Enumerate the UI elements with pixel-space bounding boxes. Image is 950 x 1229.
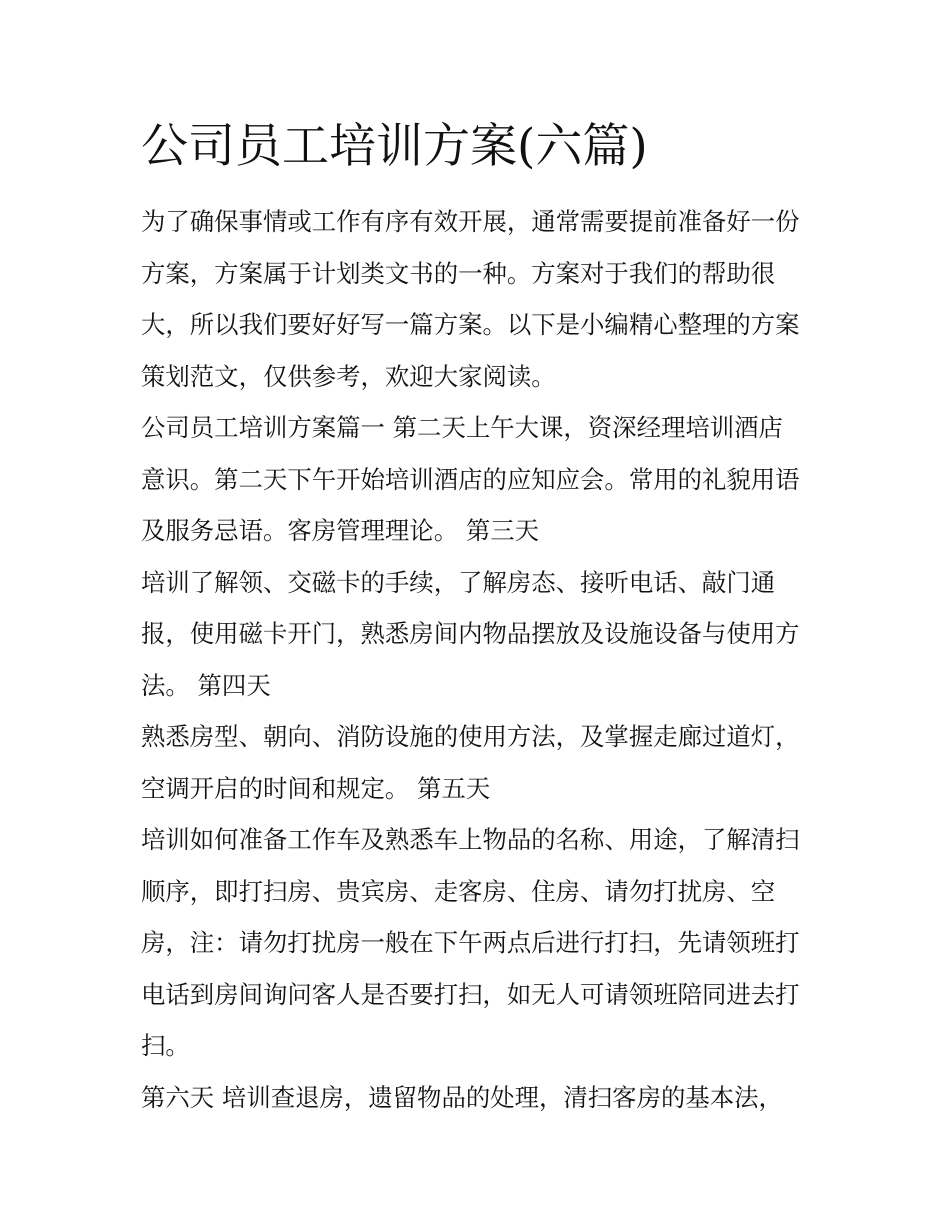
text-line: 扫。 [141,1031,190,1060]
text-line: 法。 第四天 [141,670,271,700]
text-line: 及服务忌语。客房管理理论。 第三天 [141,516,540,545]
text-line: 策划范文，仅供参考，欢迎大家阅读。 [141,361,556,391]
text-line: 方案，方案属于计划类文书的一种。方案对于我们的帮助很 [141,258,776,288]
paragraph-intro [141,196,813,402]
paragraph-day-two [141,402,813,557]
text-line: 空调开启的时间和规定。 第五天 [141,773,491,803]
paragraph-day-three [141,557,813,712]
text-line: 培训如何准备工作车及熟悉车上物品的名称、用途，了解清扫 [141,825,800,854]
text-line: 为了确保事情或工作有序有效开展，通常需要提前准备好一份 [141,207,800,236]
text-line: 意识。第二天下午开始培训酒店的应知应会。常用的礼貌用语 [141,464,800,494]
text-line: 公司员工培训方案篇一 第二天上午大课，资深经理培训酒店 [141,413,783,442]
paragraph-day-six [141,1072,813,1124]
text-line: 熟悉房型、朝向、消防设施的使用方法，及掌握走廊过道灯， [141,722,800,751]
text-line: 第六天 培训查退房，遗留物品的处理，清扫客房的基本法， [141,1082,783,1112]
text-line: 顺序，即打扫房、贵宾房、走客房、住房、请勿打扰房、空 [141,876,776,906]
document-title: 公司员工培训方案(六篇) [141,119,648,174]
paragraph-day-five [141,814,813,1072]
paragraph-day-four [141,711,813,814]
document-body [141,196,813,1123]
text-line: 报，使用磁卡开门，熟悉房间内物品摆放及设施设备与使用方 [141,619,800,648]
text-line: 电话到房间询问客人是否要打扫，如无人可请领班陪同进去打 [141,979,800,1009]
text-line: 房，注：请勿打扰房一般在下午两点后进行打扫，先请领班打 [141,928,800,957]
text-line: 培训了解领、交磁卡的手续，了解房态、接听电话、敲门通 [141,567,776,597]
text-line: 大，所以我们要好好写一篇方案。以下是小编精心整理的方案 [141,310,800,339]
